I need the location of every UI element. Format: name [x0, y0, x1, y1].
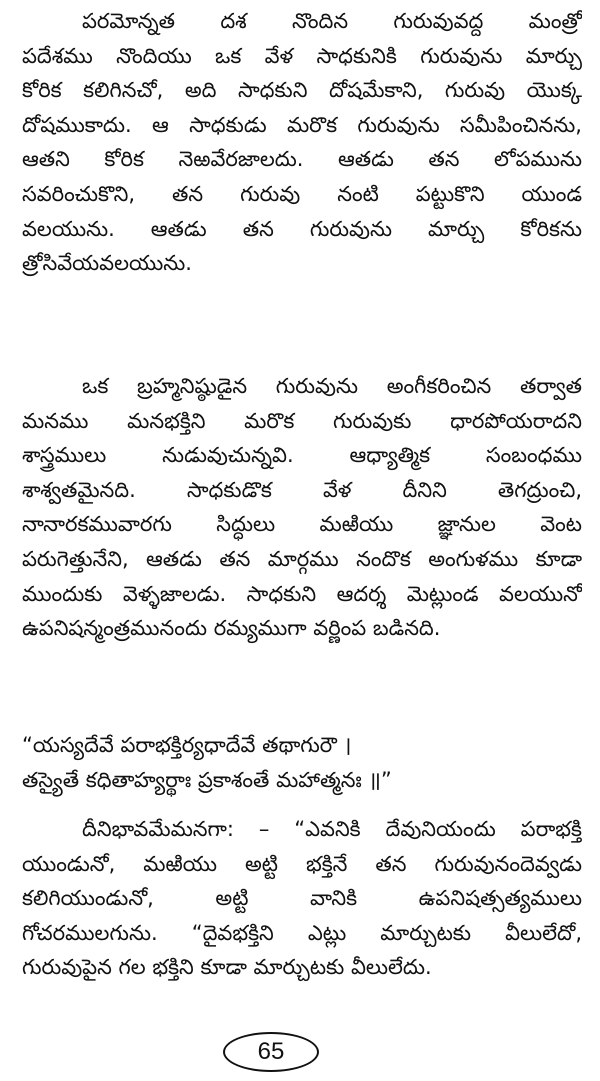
paragraph-1: [22, 4, 582, 281]
paragraph-2: [22, 369, 582, 646]
text-line: ఆతని కోరిక నెఱవేరజాలదు. ఆతడు తన లోపమును: [22, 147, 582, 172]
text-line: గురువుపైన గల భక్తిని కూడా మార్చుటకు వీలులేదు.: [22, 955, 432, 980]
text-line: నానారకమువారగు సిద్ధులు మఱియు జ్ఞానుల వెంట: [22, 512, 582, 537]
text-line: పరుగెత్తునేని, ఆతడు తన మార్గము నందొక అంగుళము కూడా: [22, 546, 582, 571]
text-line: వలయును. ఆతడు తన గురువును మార్చు కోరికను: [22, 216, 582, 241]
text-line: యుండునో, మఱియు అట్టి భక్తినే తన గురువునందెవ్వడు: [22, 851, 582, 876]
text-line: ఉపనిషన్మంత్రమునందు రమ్యముగా వర్ణింప బడినది.: [22, 616, 441, 641]
text-line: శాస్త్రములు నుడువుచున్నవి. ఆధ్యాత్మిక సంబంధము: [22, 443, 582, 468]
sanskrit-verse: [22, 728, 582, 797]
text-line: ముందుకు వెళ్ళజాలడు. సాధకుని ఆదర్శ మెట్లుండ వలయునో: [22, 581, 582, 606]
text-line: దోషముకాదు. ఆ సాధకుడు మరొక గురువును సమీపించినను,: [22, 112, 582, 137]
paragraph-3: [22, 812, 582, 985]
text-line: దీనిభావమేమనగా: – “ఎవనికి దేవునియందు పరాభక్తి: [82, 817, 582, 841]
text-line: పదేశము నొందియు ఒక వేళ సాధకునికి గురువును మార్చు: [22, 43, 582, 68]
text-line: త్రోసివేయవలయును.: [22, 251, 192, 276]
verse-line: “యస్యదేవే పరాభక్తిర్యధాదేవే తథాగురౌ ।: [22, 733, 352, 757]
text-line: కలిగియుండునో, అట్టి వానికి ఉపనిషత్సత్యములు: [22, 886, 582, 911]
page-number: 65: [223, 1032, 319, 1072]
verse-line: తస్యైతే కధితాహ్యర్థాః ప్రకాశంతే మహాత్మనః ॥”: [22, 767, 392, 792]
text-line: గోచరములగును. “దైవభక్తిని ఎట్లు మార్చుటకు వీలులేదో,: [22, 920, 582, 945]
text-line: కోరిక కలిగినచో, అది సాధకుని దోషమేకాని, గురువు యొక్క: [22, 78, 582, 103]
text-line: మనము మనభక్తిని మరొక గురువుకు ధారపోయరాదని: [22, 408, 582, 433]
text-line: పరమోన్నత దశ నొందిన గురువువద్ద మంత్రో: [82, 9, 582, 33]
text-line: ఒక బ్రహ్మనిష్ఠుడైన గురువును అంగీకరించిన తర్వాత: [82, 374, 582, 398]
text-line: సవరించుకొని, తన గురువు నంటి పట్టుకొని యుండ: [22, 181, 582, 206]
text-line: శాశ్వతమైనది. సాధకుడొక వేళ దీనిని తెగద్రుంచి,: [22, 477, 582, 502]
